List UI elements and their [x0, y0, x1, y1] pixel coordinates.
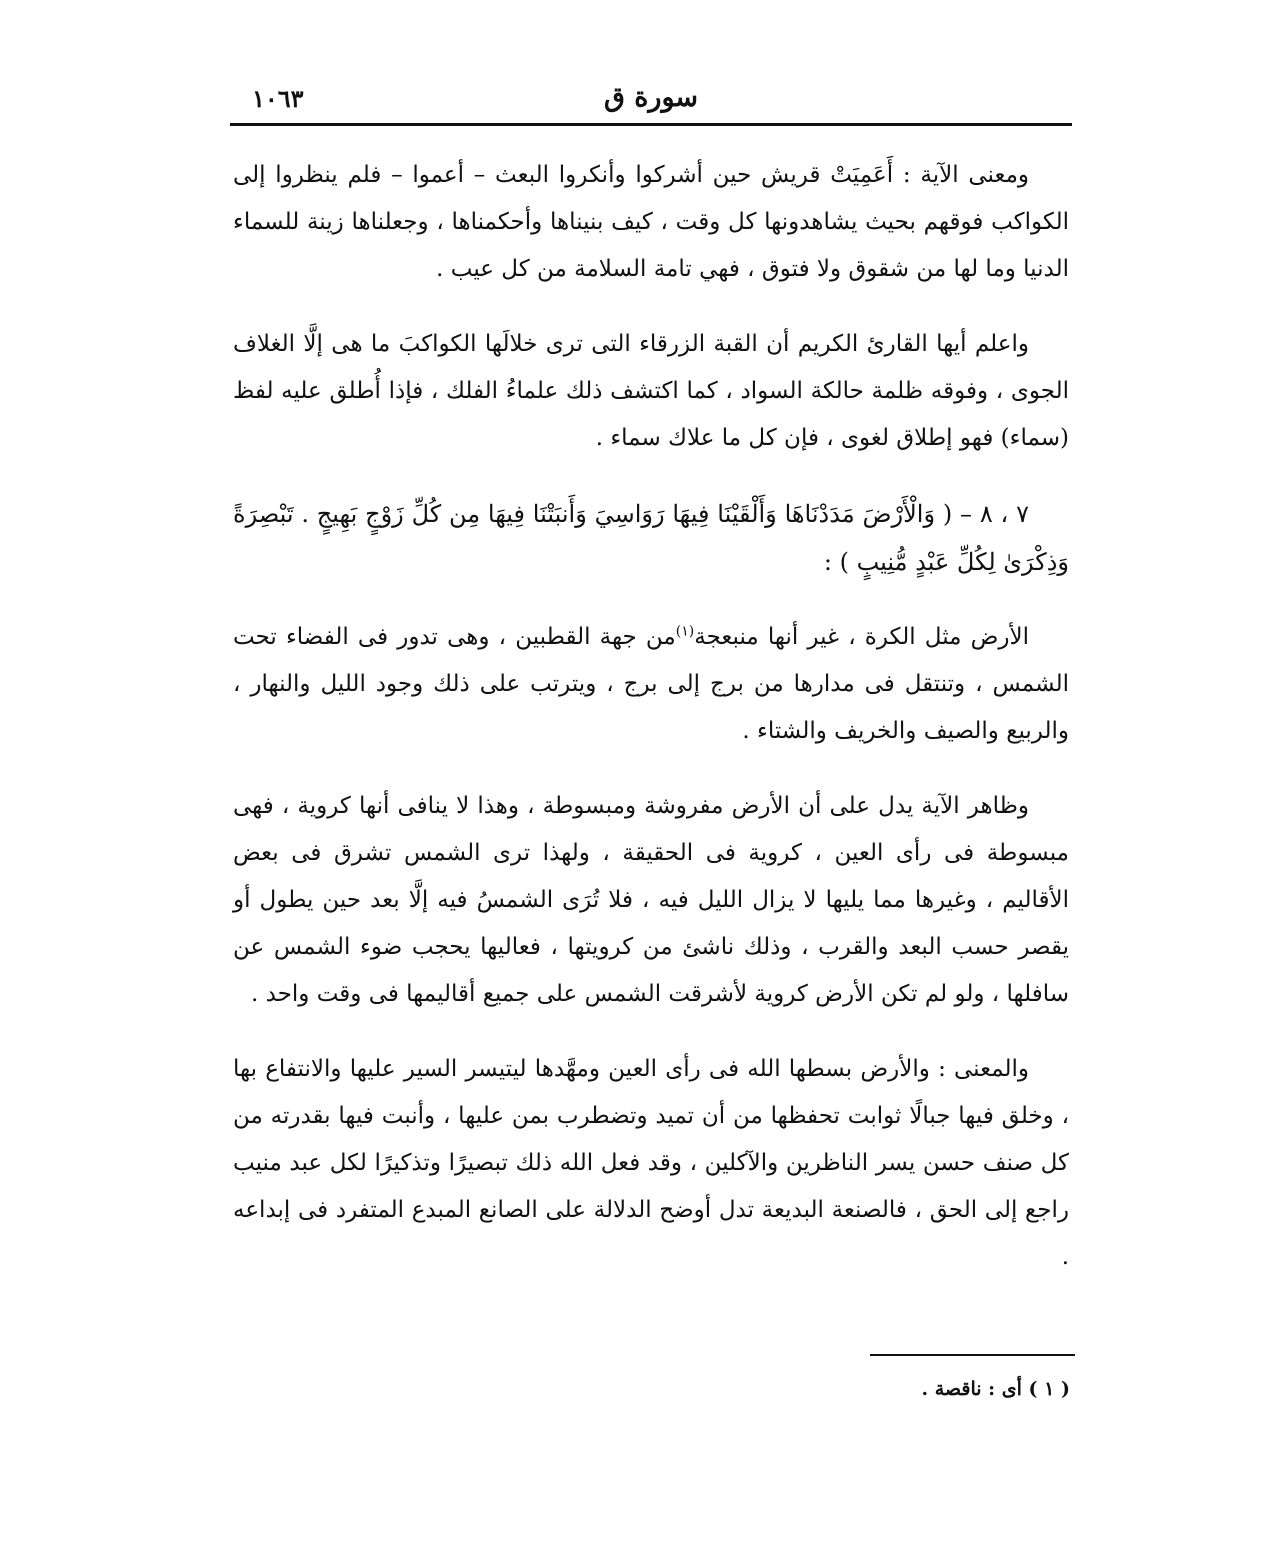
- footnote-text: ( ١ ) أى : ناقصة .: [921, 1378, 1070, 1400]
- main-text: [233, 152, 1069, 1309]
- paragraph-4-part-a: غير أنها منبعجة: [694, 624, 840, 650]
- paragraph-1: ومعنى الآية : أَعَمِيَتْ قريش حين أشركوا وأنكروا البعث – أعموا – فلم ينظروا إلى الكواكب فوقهم بحيث يشاهدونها كل وقت ، كيف بنيناها وأحكمناها ، وجعلناها زينة للسماء الدنيا وما لها من شقوق ولا فتوق ، فهي تامة السلامة من كل عيب .: [233, 162, 1069, 282]
- paragraph-6: والمعنى : والأرض بسطها الله فى رأى العين ومهَّدها ليتيسر السير عليها والانتفاع بها ، وخلق فيها جبالًا ثوابت تحفظها من أن تميد وتضطرب بمن عليها ، وأنبت فيها بقدرته من كل صنف حسن يسر الناظرين والآكلين ، وقد فعل الله ذلك تبصيرًا وتذكيرًا لكل عبد منيب راجع إلى الحق ، فالصنعة البديعة تدل أوضح الدلالة على الصانع المبدع المتفرد فى إبداعه .: [233, 1056, 1069, 1270]
- paragraph-2: واعلم أيها القارئ الكريم أن القبة الزرقاء التى ترى خلالَها الكواكبَ ما هى إلَّا الغلاف الجوى ، وفوقه ظلمة حالكة السواد ، كما اكتشف ذلك علماءُ الفلك ، فإذا أُطلق عليه لفظ (سماء) فهو إطلاق لغوى ، فإن كل ما علاك سماء .: [233, 331, 1069, 451]
- surah-title: سورة ق: [603, 82, 699, 113]
- quran-verse-7-8: ٧ ، ٨ – ( وَالْأَرْضَ مَدَدْنَاهَا وَأَلْقَيْنَا فِيهَا رَوَاسِيَ وَأَنبَتْنَا فِيهَا مِن كُلِّ زَوْجٍ بَهِيجٍ . تَبْصِرَةً وَذِكْرَىٰ لِكُلِّ عَبْدٍ مُّنِيبٍ ) :: [233, 500, 1069, 576]
- header-divider: [230, 123, 1072, 126]
- page-header: [230, 82, 1072, 122]
- paragraph-4-lead: الأرض مثل الكرة ،: [848, 624, 1030, 650]
- paragraph-4: [233, 614, 1069, 755]
- page-number: ١٠٦٣: [252, 84, 304, 113]
- footnote-divider: [870, 1354, 1075, 1356]
- paragraph-5: وظاهر الآية يدل على أن الأرض مفروشة ومبسوطة ، وهذا لا ينافى أنها كروية ، فهى مبسوطة فى رأى العين ، كروية فى الحقيقة ، ولهذا ترى الشمس تشرق فى بعض الأقاليم ، وغيرها مما يليها لا يزال الليل فيه ، فلا تُرَى الشمسُ فيه إلَّا بعد حين يطول أو يقصر حسب البعد والقرب ، وذلك ناشئ من كرويتها ، فعاليها يحجب ضوء الشمس عن سافلها ، ولو لم تكن الأرض كروية لأشرقت الشمس على جميع أقاليمها فى وقت واحد .: [233, 793, 1069, 1007]
- footnote-reference: (١): [675, 623, 695, 640]
- paragraph-4-part-b: من جهة القطبين ، وهى تدور فى الفضاء تحت الشمس ، وتنتقل فى مدارها من برج إلى برج ، ويترتب على ذلك وجود الليل والنهار ، والربيع والصيف والخريف والشتاء .: [233, 624, 1069, 744]
